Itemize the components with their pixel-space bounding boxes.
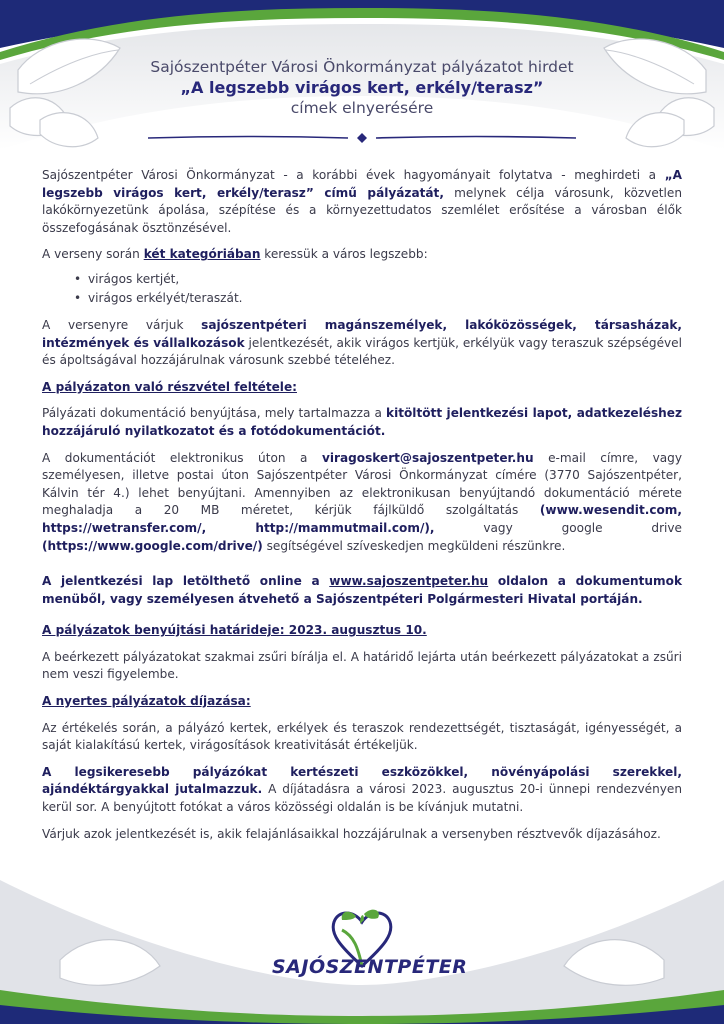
categories-list <box>74 270 682 308</box>
form-text-b: oldalon a dokumentumok menüből, vagy személyesen átvehető a Sajószentpéteri Polgármesteri Hivatal portáján. <box>42 574 682 606</box>
document-body <box>42 167 682 852</box>
categories-emphasis: két kategóriában <box>143 247 261 262</box>
categories-paragraph <box>42 246 682 264</box>
header-divider <box>148 132 576 144</box>
deadline-paragraph: A beérkezett pályázatokat szakmai zsűri bírálja el. A határidő lejárta után beérkezett pályázatokat a zsűri nem veszi figyelembe. <box>42 649 682 682</box>
intro-text-a: Sajószentpéter Városi Önkormányzat - a korábbi évek hagyományait folytatva - meghirdeti a <box>42 168 665 182</box>
city-logo <box>272 908 468 998</box>
submission-text-c: vagy google drive <box>434 520 682 535</box>
list-item: • virágos erkélyét/teraszát. <box>74 289 682 308</box>
form-paragraph <box>42 573 682 608</box>
header-line-3: címek elnyerésére <box>290 99 434 117</box>
applicants-emphasis: sajószentpéteri magánszemélyek, lakóközösségek, társasházak, intézmények és vállalkozások <box>42 317 682 350</box>
submission-paragraph <box>42 450 682 556</box>
submission-text-a: A dokumentációt elektronikus úton a <box>42 450 322 465</box>
conditions-text-a: Pályázati dokumentáció benyújtása, mely tartalmazza a <box>42 406 387 421</box>
awards-text-c: A díjátadásra a városi 2023. augusztus 20-i ünnepi rendezvényen kerül sor. A benyújtott fotókat a város közösségi oldalán is be kívánjuk mutatni. <box>42 782 682 815</box>
submission-email-link[interactable]: viragoskert@sajoszentpeter.hu <box>321 450 534 465</box>
intro-text-c: melynek célja városunk, közvetlen lakókörnyezetünk ápolása, szépítése és a környezettudatos szemlélet erősítése a városban élők összefogásának ösztönzésével. <box>42 185 682 235</box>
submission-text-b: e-mail címre, vagy személyesen, illetve postai úton Sajószentpéter Városi Önkormányzat címére (3770 Sajószentpéter, Kálvin tér 4.) lehet benyújtani. Amennyiben az elektronikusan benyújtandó dokumentáció mérete meghaladja a 20 MB méretet, kérjük fájlküldő szolgáltatás <box>42 450 682 518</box>
intro-title: „A legszebb virágos kert, erkély/terasz” című pályázatát, <box>42 168 682 200</box>
conditions-paragraph <box>42 405 682 440</box>
awards-emphasis: A legsikeresebb pályázókat kertészeti eszközökkel, növényápolási szerekkel, ajándéktárgyakkal jutalmazzuk. <box>42 764 682 797</box>
awards-prizes-paragraph <box>42 764 682 817</box>
list-item: • virágos kertjét, <box>74 270 682 289</box>
header-title: „A legszebb virágos kert, erkély/terasz” <box>180 78 544 97</box>
website-link[interactable]: www.sajoszentpeter.hu <box>329 574 489 589</box>
submission-text-d: segítségével szíveskedjen megküldeni részünkre. <box>262 538 566 553</box>
google-drive-link[interactable]: (https://www.google.com/drive/) <box>42 538 263 553</box>
categories-text-c: keressük a város legszebb: <box>260 247 428 262</box>
awards-criteria-paragraph: Az értékelés során, a pályázó kertek, erkélyek és teraszok rendezettségét, tisztaságát, igényességét, a saját kialakítású kertek, virágosítások kreativitását értékeljük. <box>42 720 682 753</box>
applicants-paragraph <box>42 317 682 370</box>
logo-text: SAJÓSZENTPÉTER <box>272 956 468 978</box>
categories-text-a: A verseny során <box>42 247 144 262</box>
form-text-a: A jelentkezési lap letölthető online a <box>42 574 330 589</box>
deadline-heading: A pályázatok benyújtási határideje: 2023. augusztus 10. <box>42 623 427 638</box>
header-line-1: Sajószentpéter Városi Önkormányzat pályázatot hirdet <box>150 58 574 76</box>
intro-paragraph <box>42 167 682 237</box>
applicants-text-c: jelentkezését, akik virágos kertjük, erkélyük vagy teraszuk szépségével és ápoltságával hozzájárulnak városunk szebbé tételéhez. <box>42 335 682 368</box>
file-transfer-links[interactable]: (www.wesendit.com, https://wetransfer.com/, http://mammutmail.com/), <box>42 503 682 535</box>
applicants-text-a: A versenyre várjuk <box>42 317 202 332</box>
conditions-emphasis: kitöltött jelentkezési lapot, adatkezeléshez hozzájáruló nyilatkozatot és a fotódokumentációt. <box>42 406 683 438</box>
page-header <box>0 58 724 117</box>
conditions-heading: A pályázaton való részvétel feltétele: <box>42 379 297 394</box>
logo-heart-icon <box>272 908 468 998</box>
closing-paragraph: Várjuk azok jelentkezését is, akik felajánlásaikkal hozzájárulnak a versenyben résztvevők díjazásához. <box>42 826 661 841</box>
awards-heading: A nyertes pályázatok díjazása: <box>42 694 251 709</box>
